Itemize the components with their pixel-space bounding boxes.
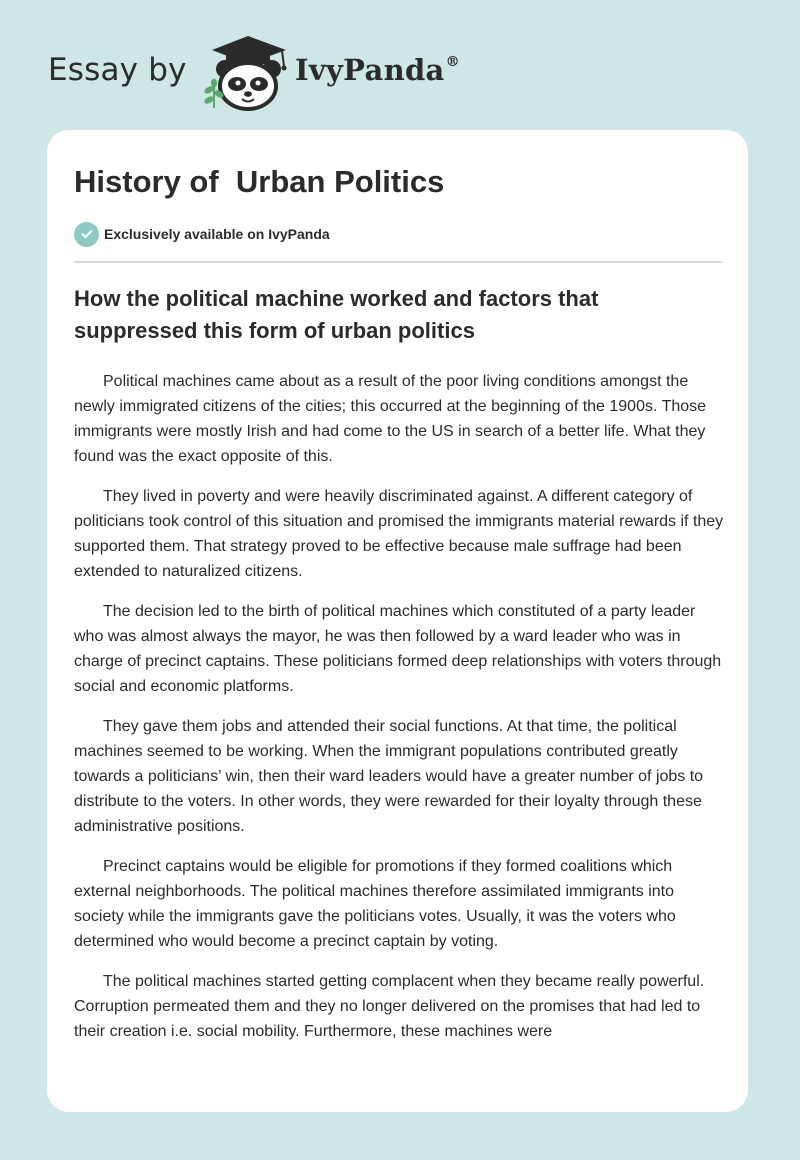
registered-mark: ® (445, 54, 460, 70)
divider (74, 261, 723, 263)
paragraph: They lived in poverty and were heavily discriminated against. A different category of politicians took control of this situation and promised the immigrants material rewards if they supported them. That strategy proved to be effective because male suffrage had been extended to naturalized citizens. (74, 488, 724, 580)
brand-name-text: IvyPanda (295, 53, 445, 87)
availability-badge (74, 221, 330, 247)
essay-card (47, 130, 748, 1112)
panda-logo-icon[interactable] (200, 34, 292, 112)
paragraph: Precinct captains would be eligible for promotions if they formed coalitions which external neighborhoods. The political machines therefore assimilated immigrants into society while the immigrants gave the politicians votes. Usually, it was the voters who determined who would become a precinct captain by voting. (74, 858, 676, 950)
paragraph: Political machines came about as a result of the poor living conditions amongst the newly immigrated citizens of the cities; this occurred at the beginning of the 1900s. Those immigrants were mostly Irish and had come to the US in search of a better life. What they found was the exact opposite of this. (74, 373, 707, 465)
brand-prefix: Essay by (48, 52, 187, 88)
paragraph: The decision led to the birth of political machines which constituted of a party leader who was almost always the mayor, he was then followed by a ward leader who was in charge of precinct captains. These politicians formed deep relationships with voters through social and economic platforms. (74, 603, 722, 695)
paragraph: They gave them jobs and attended their social functions. At that time, the political machines seemed to be working. When the immigrant populations contributed greatly towards a politicians’ win, then their ward leaders would have a greater number of jobs to distribute to the voters. In other words, they were rewarded for their loyalty through these administrative positions. (74, 718, 704, 835)
section-heading: How the political machine worked and factors that suppressed this form of urban politics (74, 286, 599, 343)
brand-name[interactable] (295, 53, 460, 87)
availability-text: Exclusively available on IvyPanda (104, 226, 330, 242)
brand-header (48, 34, 508, 112)
essay-title: History of Urban Politics (74, 164, 445, 199)
essay-body (74, 283, 724, 1059)
check-circle-icon (74, 222, 99, 247)
paragraph: The political machines started getting complacent when they became really powerful. Corruption permeated them and they no longer delivered on the promises that had led to their creation i.e. social mobility. Furthermore, these machines were (74, 973, 705, 1040)
